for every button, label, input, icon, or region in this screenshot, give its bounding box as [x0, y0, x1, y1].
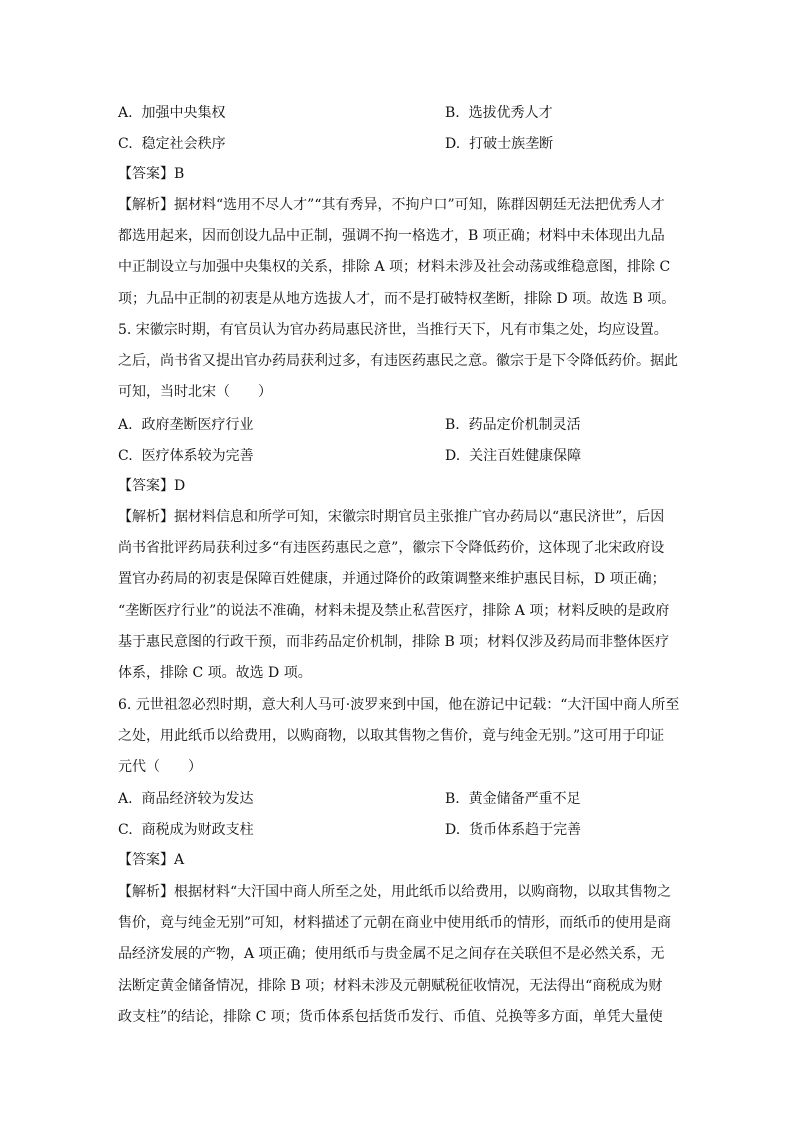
analysis-line: 都选用起来，因而创设九品中正制，强调不拘一格选才，B 项正确；材料中未体现出九品 [118, 228, 665, 245]
analysis-line: 售价，竟与纯金无别”可知，材料描述了元朝在商业中使用纸币的情形，而纸币的使用是商 [118, 915, 672, 932]
q4-answer: 【答案】B [118, 166, 185, 182]
q5-stem [118, 315, 678, 409]
q5-option-d: D. 关注百姓健康保障 [445, 448, 582, 464]
q6-analysis [118, 877, 678, 1033]
analysis-line: 品经济发展的产物，A 项正确；使用纸币与贵金属不足之间存在关联但不是必然关系，无 [118, 946, 665, 963]
analysis-line: 基于惠民意图的行政干预，而非药品定价机制，排除 B 项；材料仅涉及药局而非整体医疗 [118, 633, 670, 650]
q5-option-c: C. 医疗体系较为完善 [118, 448, 254, 464]
q4-option-c: C. 稳定社会秩序 [118, 136, 226, 152]
q5-answer: 【答案】D [118, 478, 186, 494]
stem-line: 6. 元世祖忽必烈时期，意大利人马可·波罗来到中国，他在游记中记载：“大汗国中商人所至 [118, 697, 680, 713]
analysis-line: 政支柱”的结论，排除 C 项；货币体系包括货币发行、币值、兑换等多方面，单凭大量使 [118, 1008, 663, 1025]
q4-option-b: B. 选拔优秀人才 [445, 105, 553, 121]
analysis-line: 法断定黄金储备情况，排除 B 项；材料未涉及元朝赋税征收情况，无法得出“商税成为财 [118, 977, 663, 994]
q5-option-a: A. 政府垄断医疗行业 [118, 417, 254, 433]
analysis-line: 置官办药局的初衷是保障百姓健康，并通过降价的政策调整来维护惠民目标，D 项正确； [118, 571, 666, 588]
analysis-line: 尚书省批评药局获利过多“有违医药惠民之意”，徽宗下令降低药价，这体现了北宋政府设 [118, 540, 665, 557]
q4-analysis [118, 190, 678, 315]
analysis-line: 【解析】根据材料“大汗国中商人所至之处，用此纸币以给费用，以购商物，以取其售物之 [118, 884, 672, 900]
q4-option-a: A. 加强中央集权 [118, 105, 226, 121]
q4-option-d: D. 打破士族垄断 [445, 136, 554, 152]
q5-option-b: B. 药品定价机制灵活 [445, 417, 581, 433]
analysis-line: 项；九品中正制的初衷是从地方选拔人才，而不是打破特权垄断，排除 D 项。故选 B 项。 [118, 290, 676, 307]
stem-line: 可知，当时北宋（ ） [118, 384, 272, 401]
q6-option-b: B. 黄金储备严重不足 [445, 791, 581, 807]
q5-analysis [118, 502, 678, 689]
stem-line: 元代（ ） [118, 759, 202, 776]
q6-option-a: A. 商品经济较为发达 [118, 791, 254, 807]
stem-line: 5. 宋徽宗时期，有官员认为官办药局惠民济世，当推行天下，凡有市集之处，均应设置。 [118, 322, 668, 338]
analysis-line: 中正制设立与加强中央集权的关系，排除 A 项；材料未涉及社会动荡或维稳意图，排除 C [118, 259, 671, 276]
stem-line: 之处，用此纸币以给费用，以购商物，以取其售物之售价，竟与纯金无别。”这可用于印证 [118, 728, 665, 745]
q6-answer: 【答案】A [118, 852, 185, 868]
q6-stem [118, 690, 678, 784]
analysis-line: “垄断医疗行业”的说法不准确，材料未提及禁止私营医疗，排除 A 项；材料反映的是政府 [118, 602, 670, 619]
analysis-line: 体系，排除 C 项。故选 D 项。 [118, 664, 312, 681]
analysis-line: 【解析】据材料信息和所学可知，宋徽宗时期官员主张推广官办药局以“惠民济世”，后因 [118, 509, 665, 525]
stem-line: 之后，尚书省又提出官办药局获利过多，有违医药惠民之意。徽宗于是下令降低药价。据此 [118, 353, 678, 370]
q6-option-c: C. 商税成为财政支柱 [118, 822, 254, 838]
analysis-line: 【解析】据材料“选用不尽人才”“其有秀异，不拘户口”可知，陈群因朝廷无法把优秀人才 [118, 197, 665, 213]
q6-option-d: D. 货币体系趋于完善 [445, 822, 582, 838]
